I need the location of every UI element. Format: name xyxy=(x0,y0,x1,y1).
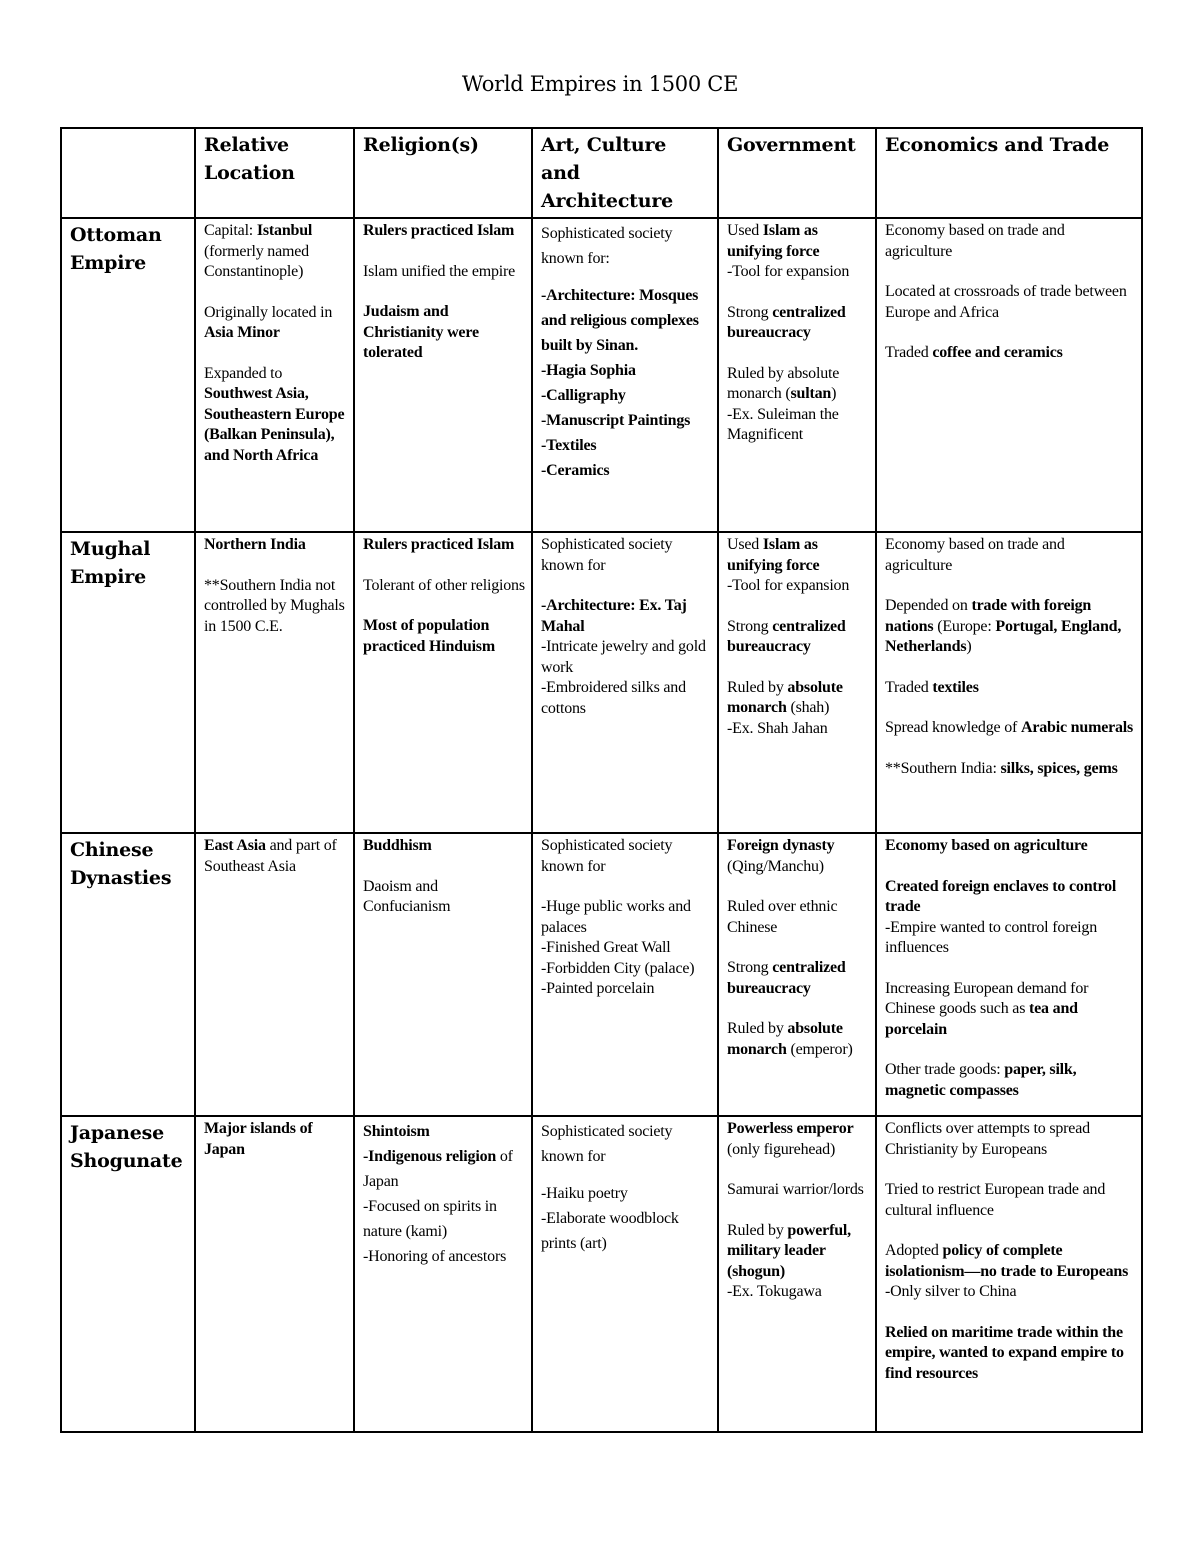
cell-paragraph: Ruled over ethnic Chinese xyxy=(727,898,838,936)
cell-paragraph: Islam unified the empire xyxy=(363,262,516,280)
table-row xyxy=(61,218,1142,532)
bold-text: Portugal, England, Netherlands xyxy=(885,617,1122,655)
cell-paragraph: Used Islam as unifying force -Tool for expansion xyxy=(727,536,850,594)
header-cell-empty xyxy=(61,128,195,218)
bold-text: Islam as unifying force xyxy=(727,222,820,260)
bold-text: Foreign dynasty xyxy=(727,837,835,854)
cell-paragraph: Spread knowledge of Arabic numerals xyxy=(885,719,1134,736)
bold-text: Rulers practiced Islam xyxy=(363,222,515,239)
cell-art xyxy=(532,833,718,1116)
bold-text: -Textiles xyxy=(541,437,597,454)
bold-text: policy of complete isolationism—no trade to Europeans xyxy=(885,1242,1129,1280)
cell-government xyxy=(718,532,876,833)
cell-paragraph: Conflicts over attempts to spread Christianity by Europeans xyxy=(885,1120,1090,1158)
bold-text: -Hagia Sophia xyxy=(541,362,636,379)
cell-paragraph xyxy=(363,836,525,857)
bold-text: Buddhism xyxy=(363,837,432,854)
bold-text: Powerless emperor xyxy=(727,1120,854,1137)
cell-paragraph: Tried to restrict European trade and cultural influence xyxy=(885,1181,1106,1219)
bold-text: Asia Minor xyxy=(204,324,280,341)
cell-paragraph xyxy=(363,616,525,657)
cell-paragraph: Economy based on trade and agriculture xyxy=(885,222,1065,260)
cell-paragraph: Ruled by absolute monarch (emperor) xyxy=(727,1020,853,1058)
cell-location xyxy=(195,1116,354,1432)
cell-paragraph: Shintoism -Indigenous religion of Japan -Focused on spirits in nature (kami) -Honoring of ancestors xyxy=(363,1123,513,1265)
bold-text: Major islands of Japan xyxy=(204,1120,313,1158)
cell-paragraph: Located at crossroads of trade between Europe and Africa xyxy=(885,283,1127,321)
row-name-mughal-empire: Mughal Empire xyxy=(61,532,195,833)
cell-religion xyxy=(354,532,532,833)
cell-paragraph xyxy=(363,302,525,364)
cell-paragraph: Expanded to Southwest Asia, Southeastern Europe (Balkan Peninsula), and North Africa xyxy=(204,364,345,464)
cell-paragraph: **Southern India not controlled by Mughals in 1500 C.E. xyxy=(204,576,345,635)
bold-text: Rulers practiced Islam xyxy=(363,536,515,553)
cell-paragraph: Sophisticated society known for xyxy=(541,536,673,574)
bold-text: -Architecture: Mosques and religious complexes built by Sinan. xyxy=(541,287,699,354)
bold-text: centralized bureaucracy xyxy=(727,303,846,341)
cell-paragraph xyxy=(204,1119,347,1160)
bold-text: Most of population practiced Hinduism xyxy=(363,617,495,655)
cell-paragraph: Ruled by absolute monarch (shah) -Ex. Shah Jahan xyxy=(727,678,843,737)
cell-paragraph: Used Islam as unifying force -Tool for expansion xyxy=(727,222,850,280)
bold-text: paper, silk, magnetic compasses xyxy=(885,1061,1077,1099)
header-government: Government xyxy=(718,128,876,218)
cell-paragraph: Foreign dynasty (Qing/Manchu) xyxy=(727,837,835,875)
cell-paragraph: Ruled by absolute monarch (sultan) -Ex. Suleiman the Magnificent xyxy=(727,364,840,443)
bold-text: Shintoism xyxy=(363,1123,430,1140)
cell-paragraph: Samurai warrior/lords xyxy=(727,1181,864,1198)
bold-text: -Architecture: Ex. Taj Mahal xyxy=(541,597,687,635)
bold-text: -Manuscript Paintings xyxy=(541,412,691,429)
bold-text: tea and porcelain xyxy=(885,1000,1078,1038)
cell-paragraph: Tolerant of other religions xyxy=(363,576,525,594)
cell-paragraph: East Asia and part of Southeast Asia xyxy=(204,837,337,875)
cell-paragraph: Daoism and Confucianism xyxy=(363,877,451,915)
cell-paragraph xyxy=(363,535,525,556)
bold-text: Arabic numerals xyxy=(1020,719,1134,736)
cell-religion xyxy=(354,1116,532,1432)
bold-text: centralized bureaucracy xyxy=(727,959,846,997)
row-name-ottoman-empire: Ottoman Empire xyxy=(61,218,195,532)
bold-text: textiles xyxy=(932,678,979,696)
cell-location xyxy=(195,532,354,833)
cell-paragraph: -Architecture: Ex. Taj Mahal -Intricate jewelry and gold work -Embroidered silks and cottons xyxy=(541,597,706,717)
bold-text: silks, spices, gems xyxy=(1000,759,1118,777)
header-row xyxy=(61,128,1142,218)
cell-economics xyxy=(876,833,1142,1116)
row-name-chinese-dynasties: Chinese Dynasties xyxy=(61,833,195,1116)
cell-location xyxy=(195,218,354,532)
cell-paragraph: Traded coffee and ceramics xyxy=(885,344,1063,361)
bold-text: Judaism and Christianity were tolerated xyxy=(363,303,479,361)
cell-paragraph xyxy=(885,836,1135,857)
table-row xyxy=(61,833,1142,1116)
cell-paragraph: Strong centralized bureaucracy xyxy=(727,303,846,341)
cell-paragraph: Economy based on trade and agriculture xyxy=(885,536,1065,574)
cell-economics xyxy=(876,1116,1142,1432)
cell-art xyxy=(532,532,718,833)
cell-paragraph: **Southern India: silks, spices, gems xyxy=(885,759,1118,777)
bold-text: Istanbul xyxy=(256,222,313,239)
cell-paragraph: Capital: Istanbul (formerly named Constantinople) xyxy=(204,222,313,280)
cell-paragraph: Depended on trade with foreign nations (Europe: Portugal, England, Netherlands) xyxy=(885,597,1122,655)
header-religions: Religion(s) xyxy=(354,128,532,218)
bold-text: Islam as unifying force xyxy=(727,536,820,574)
cell-government xyxy=(718,1116,876,1432)
cell-paragraph: Other trade goods: paper, silk, magnetic compasses xyxy=(885,1061,1077,1099)
bold-text: powerful, military leader (shogun) xyxy=(727,1221,851,1280)
cell-paragraph: Strong centralized bureaucracy xyxy=(727,617,846,655)
bold-text: -Ceramics xyxy=(541,462,610,479)
table-row xyxy=(61,1116,1142,1432)
row-name-japanese-shogunate: Japanese Shogunate xyxy=(61,1116,195,1432)
bold-text: Relied on maritime trade within the empire, wanted to expand empire to find resources xyxy=(885,1323,1124,1382)
cell-economics xyxy=(876,532,1142,833)
cell-paragraph: Adopted policy of complete isolationism—no trade to Europeans -Only silver to China xyxy=(885,1242,1129,1300)
cell-paragraph: Strong centralized bureaucracy xyxy=(727,959,846,997)
cell-religion xyxy=(354,833,532,1116)
cell-economics xyxy=(876,218,1142,532)
header-relative-location: Relative Location xyxy=(195,128,354,218)
bold-text: Created foreign enclaves to control trade xyxy=(885,877,1117,915)
cell-art xyxy=(532,1116,718,1432)
cell-paragraph xyxy=(541,283,711,483)
empires-table xyxy=(60,127,1143,1433)
cell-paragraph: Sophisticated society known for xyxy=(541,837,673,875)
cell-religion xyxy=(354,218,532,532)
cell-paragraph: Sophisticated society known for: xyxy=(541,225,673,267)
bold-text: coffee and ceramics xyxy=(932,344,1063,361)
bold-text: trade with foreign nations xyxy=(885,597,1092,635)
bold-text: Southwest Asia, Southeastern Europe (Balkan Peninsula), and North Africa xyxy=(204,385,345,464)
bold-text: East Asia xyxy=(204,837,266,854)
cell-paragraph: Created foreign enclaves to control trade -Empire wanted to control foreign influences xyxy=(885,877,1117,956)
bold-text: Economy based on agriculture xyxy=(885,837,1088,854)
header-art-culture-architecture: Art, Culture and Architecture xyxy=(532,128,718,218)
cell-paragraph: Increasing European demand for Chinese goods such as tea and porcelain xyxy=(885,979,1089,1038)
cell-paragraph: Ruled by powerful, military leader (shogun) -Ex. Tokugawa xyxy=(727,1221,851,1300)
cell-paragraph xyxy=(885,1323,1135,1385)
bold-text: absolute monarch xyxy=(727,1020,843,1058)
bold-text: Northern India xyxy=(204,536,306,553)
cell-location xyxy=(195,833,354,1116)
cell-paragraph: -Huge public works and palaces -Finished Great Wall -Forbidden City (palace) -Painted porcelain xyxy=(541,898,695,997)
table-row xyxy=(61,532,1142,833)
cell-paragraph: -Haiku poetry -Elaborate woodblock prints (art) xyxy=(541,1185,679,1252)
header-economics-trade: Economics and Trade xyxy=(876,128,1142,218)
bold-text: sultan xyxy=(790,385,832,402)
cell-paragraph xyxy=(204,535,347,556)
cell-paragraph: Powerless emperor (only figurehead) xyxy=(727,1120,854,1158)
cell-paragraph: Sophisticated society known for xyxy=(541,1123,673,1165)
cell-art xyxy=(532,218,718,532)
cell-paragraph xyxy=(363,221,525,242)
cell-paragraph: Originally located in Asia Minor xyxy=(204,303,333,341)
bold-text: -Indigenous religion xyxy=(363,1148,497,1165)
bold-text: -Calligraphy xyxy=(541,387,626,404)
cell-government xyxy=(718,833,876,1116)
cell-paragraph: Traded textiles xyxy=(885,678,979,696)
bold-text: absolute monarch xyxy=(727,678,843,716)
page-title: World Empires in 1500 CE xyxy=(461,72,739,96)
bold-text: centralized bureaucracy xyxy=(727,617,846,655)
cell-government xyxy=(718,218,876,532)
